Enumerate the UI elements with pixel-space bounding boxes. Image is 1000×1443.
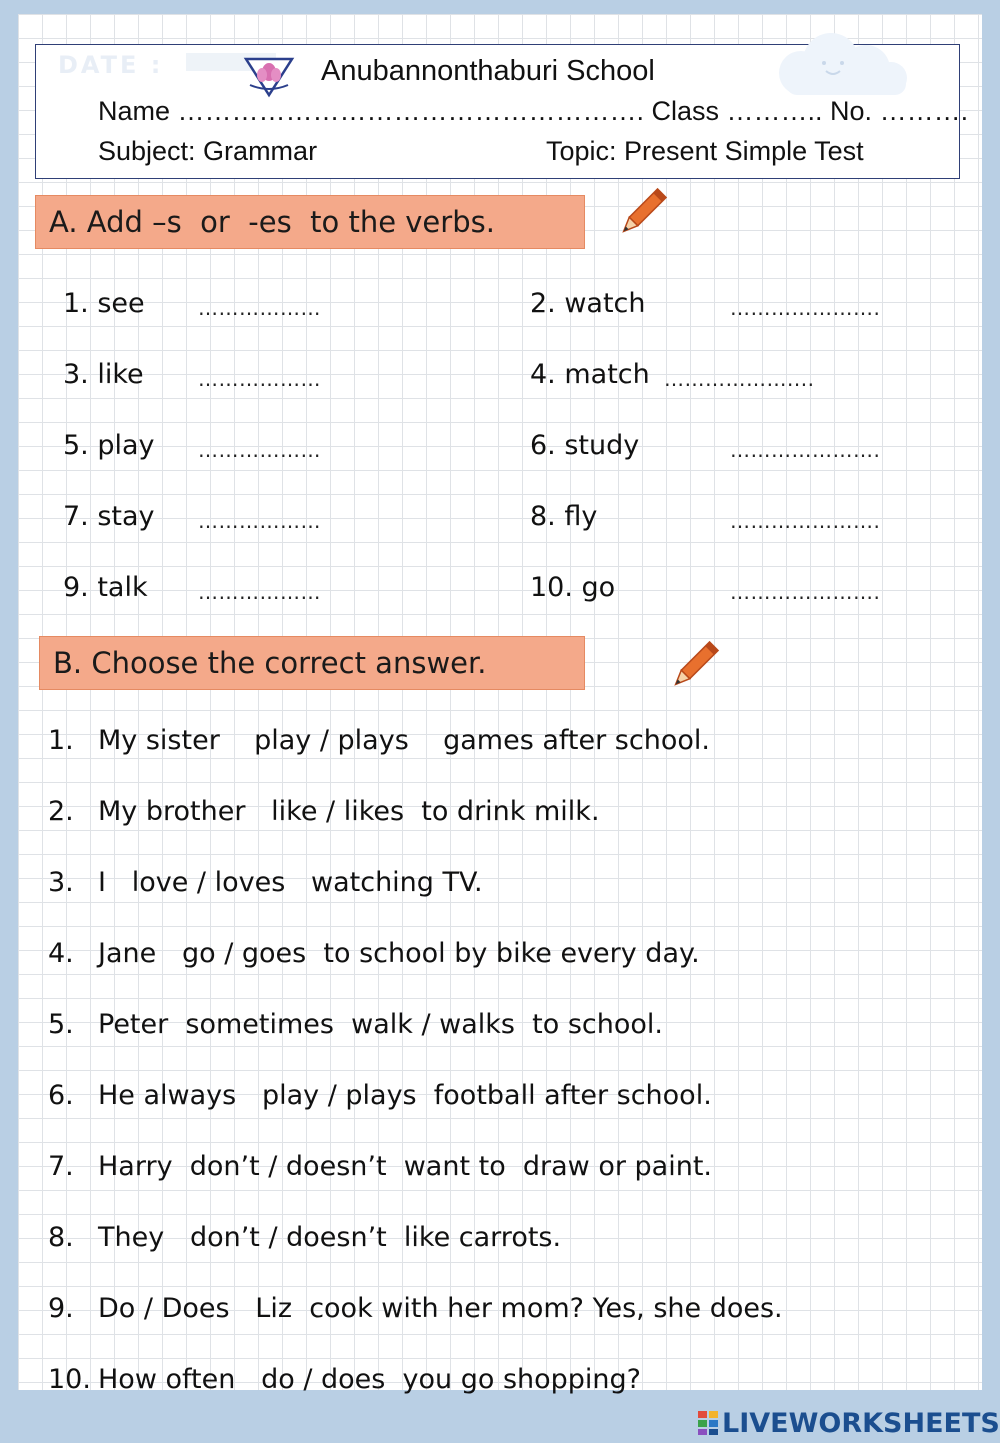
answer-blank-2[interactable]: …………………. xyxy=(730,296,881,320)
topic-label: Topic: Present Simple Test xyxy=(546,136,864,166)
cloud-icon xyxy=(756,33,916,103)
answer-blank-7[interactable]: ……………… xyxy=(198,509,321,533)
question-text-6[interactable]: He always play / plays football after school. xyxy=(98,1080,712,1111)
subject-label: Subject: Grammar xyxy=(98,136,318,166)
verb-item-2: 2. watch xyxy=(530,288,646,319)
verb-item-10: 10. go xyxy=(530,572,616,603)
verb-item-3: 3. like xyxy=(63,359,144,390)
verb-item-6: 6. study xyxy=(530,430,640,461)
pencil-icon xyxy=(612,183,672,243)
question-number: 8. xyxy=(48,1222,74,1253)
question-number: 5. xyxy=(48,1009,74,1040)
question-text-2[interactable]: My brother like / likes to drink milk. xyxy=(98,796,600,827)
question-text-7[interactable]: Harry don’t / doesn’t want to draw or paint. xyxy=(98,1151,712,1182)
name-class-line[interactable]: Name ……………………………………………. Class ……….. No. ………. xyxy=(98,96,969,126)
question-text-9[interactable]: Do / Does Liz cook with her mom? Yes, she does. xyxy=(98,1293,783,1324)
question-number: 7. xyxy=(48,1151,74,1182)
verb-item-5: 5. play xyxy=(63,430,155,461)
answer-blank-10[interactable]: …………………. xyxy=(730,580,881,604)
answer-blank-3[interactable]: ……………… xyxy=(198,367,321,391)
question-number: 6. xyxy=(48,1080,74,1111)
answer-blank-8[interactable]: …………………. xyxy=(730,509,881,533)
question-text-10[interactable]: How often do / does you go shopping? xyxy=(98,1364,642,1395)
section-a-title: A. Add –s or -es to the verbs. xyxy=(35,195,585,249)
question-text-5[interactable]: Peter sometimes walk / walks to school. xyxy=(98,1009,663,1040)
question-text-3[interactable]: I love / loves watching TV. xyxy=(98,867,483,898)
answer-blank-1[interactable]: ……………… xyxy=(198,296,321,320)
section-b-title: B. Choose the correct answer. xyxy=(39,636,585,690)
verb-item-8: 8. fly xyxy=(530,501,598,532)
answer-blank-6[interactable]: …………………. xyxy=(730,438,881,462)
verb-item-9: 9. talk xyxy=(63,572,148,603)
answer-blank-9[interactable]: ……………… xyxy=(198,580,321,604)
question-text-4[interactable]: Jane go / goes to school by bike every day. xyxy=(98,938,700,969)
question-text-1[interactable]: My sister play / plays games after school. xyxy=(98,725,710,756)
liveworksheets-logo xyxy=(697,1407,1000,1439)
verb-item-7: 7. stay xyxy=(63,501,155,532)
question-number: 2. xyxy=(48,796,74,827)
question-text-8[interactable]: They don’t / doesn’t like carrots. xyxy=(98,1222,562,1253)
question-number: 4. xyxy=(48,938,74,969)
school-name: Anubannonthaburi School xyxy=(321,55,655,87)
brand-name: LIVEWORKSHEETS xyxy=(722,1407,1000,1439)
answer-blank-5[interactable]: ……………… xyxy=(198,438,321,462)
question-number: 3. xyxy=(48,867,74,898)
verb-item-4: 4. match xyxy=(530,359,650,390)
question-number: 1. xyxy=(48,725,74,756)
verb-item-1: 1. see xyxy=(63,288,145,319)
answer-blank-4[interactable]: ……………….... xyxy=(664,367,815,391)
pencil-icon xyxy=(664,636,724,696)
question-number: 10. xyxy=(48,1364,91,1395)
school-logo-icon xyxy=(242,55,296,99)
question-number: 9. xyxy=(48,1293,74,1324)
header-box xyxy=(35,44,969,179)
liveworksheets-logo-icon xyxy=(697,1410,719,1436)
date-label: DATE : xyxy=(58,51,164,79)
